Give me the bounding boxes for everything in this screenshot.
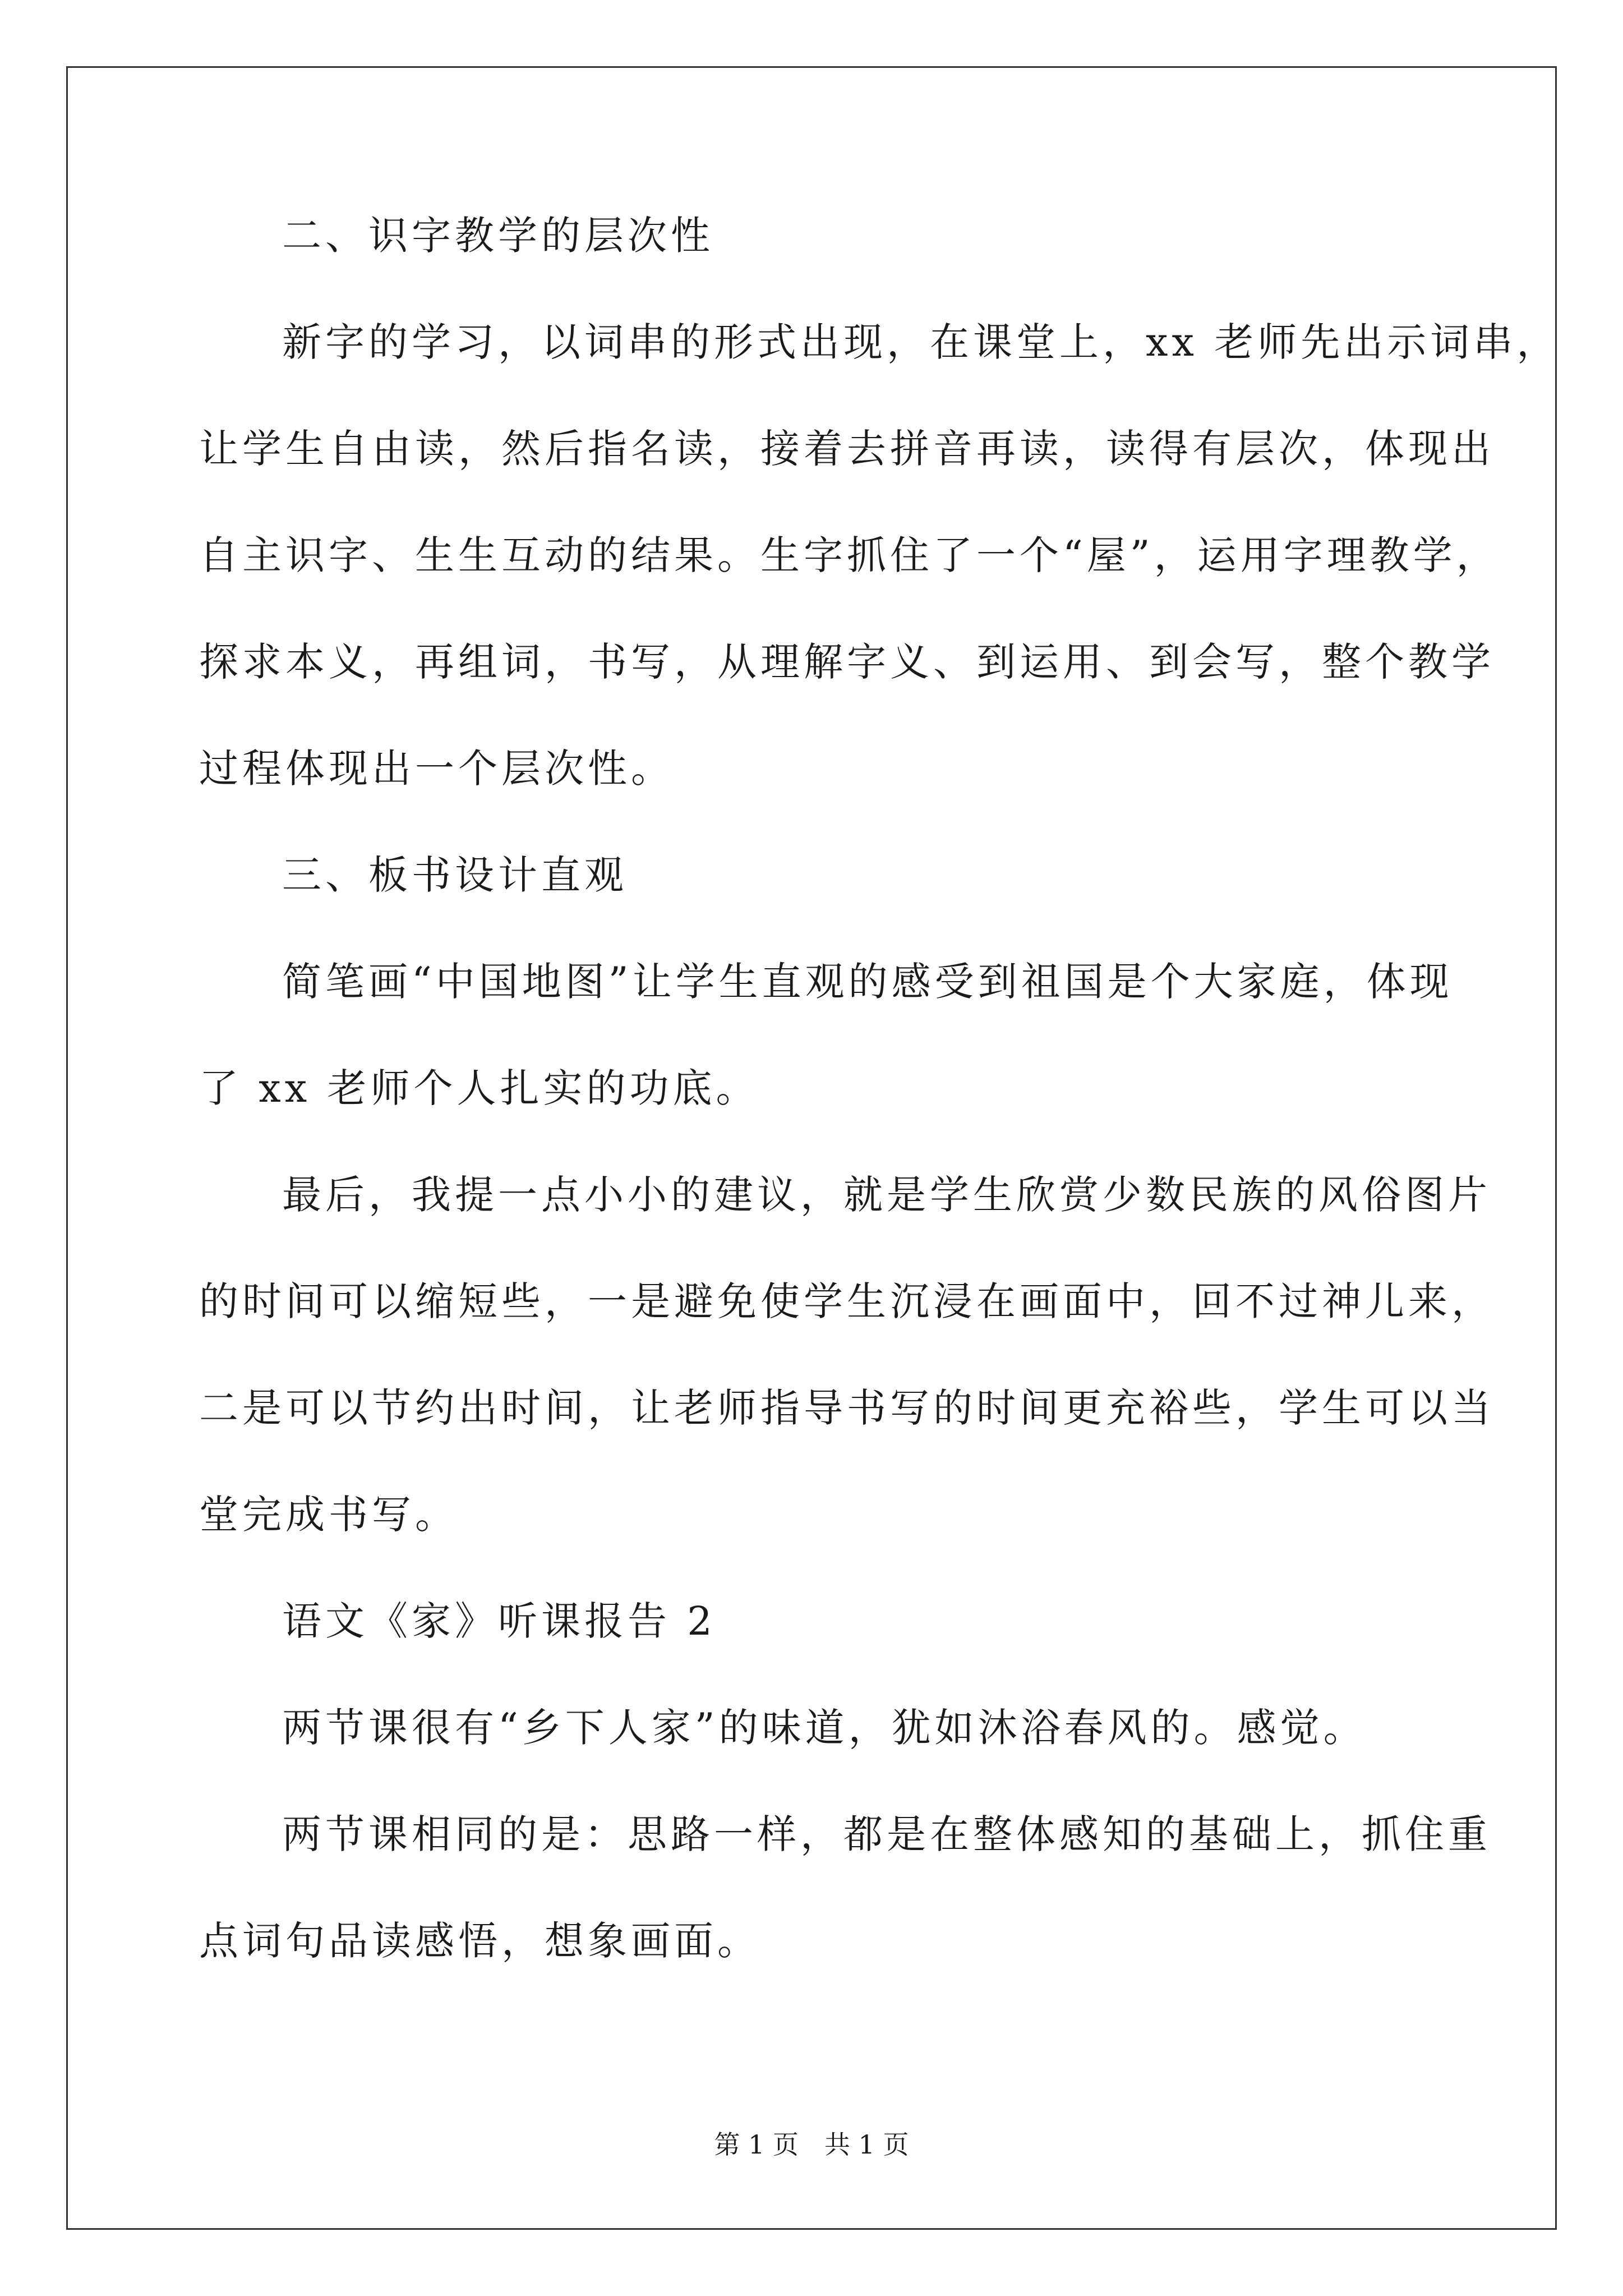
paragraph-line: 自主识字、生生互动的结果。生字抓住了一个“屋”，运用字理教学， — [199, 532, 1500, 578]
paragraph-line: 两节课相同的是：思路一样，都是在整体感知的基础上，抓住重 — [282, 1811, 1491, 1857]
page-border — [66, 66, 1557, 2230]
paragraph-line: 点词句品读感悟，想象画面。 — [199, 1918, 760, 1964]
paragraph-line: 两节课很有“乡下人家”的味道，犹如沐浴春风的。感觉。 — [282, 1705, 1367, 1751]
section-heading-3: 三、板书设计直观 — [282, 852, 628, 898]
paragraph-line: 让学生自由读，然后指名读，接着去拼音再读，读得有层次，体现出 — [199, 426, 1495, 472]
page-footer: 第 1 页 共 1 页 — [714, 2129, 909, 2160]
paragraph-line: 简笔画“中国地图”让学生直观的感受到祖国是个大家庭，体现 — [282, 959, 1453, 1005]
paragraph-line: 堂完成书写。 — [199, 1492, 458, 1538]
section-heading-2: 二、识字教学的层次性 — [282, 213, 714, 259]
paragraph-line: 的时间可以缩短些，一是避免使学生沉浸在画面中，回不过神儿来， — [199, 1278, 1495, 1324]
paragraph-line: 了 xx 老师个人扎实的功底。 — [199, 1065, 759, 1111]
paragraph-line: 探求本义，再组词，书写，从理解字义、到运用、到会写，整个教学 — [199, 639, 1495, 685]
paragraph-line: 最后，我提一点小小的建议，就是学生欣赏少数民族的风俗图片 — [282, 1172, 1491, 1218]
paragraph-line: 二是可以节约出时间，让老师指导书写的时间更充裕些，学生可以当 — [199, 1385, 1495, 1431]
report-title: 语文《家》听课报告 2 — [282, 1598, 716, 1644]
paragraph-line: 新字的学习，以词串的形式出现，在课堂上，xx 老师先出示词串， — [282, 319, 1560, 365]
paragraph-line: 过程体现出一个层次性。 — [199, 746, 674, 792]
